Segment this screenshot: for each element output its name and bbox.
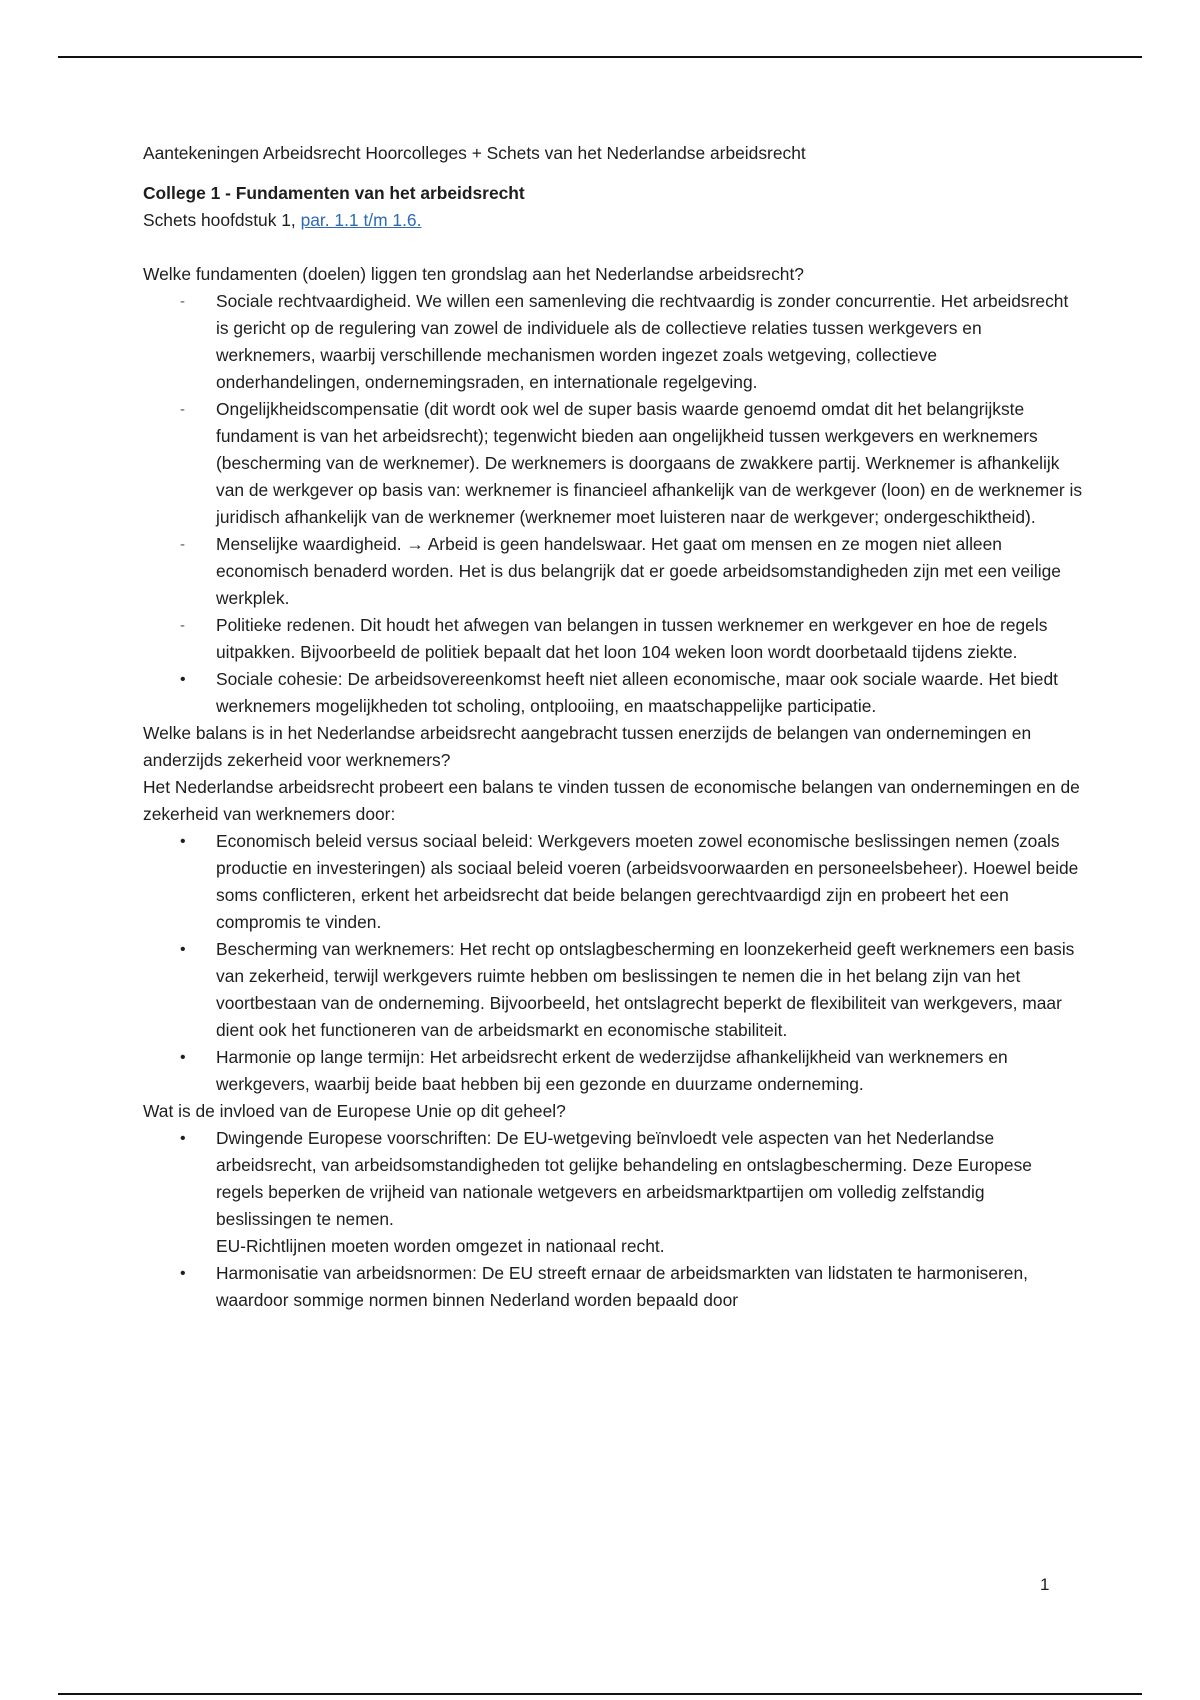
eu-list bbox=[143, 1125, 1083, 1314]
list-item bbox=[143, 612, 1083, 666]
dash-marker: - bbox=[180, 293, 185, 310]
schets-reference bbox=[143, 207, 1083, 234]
question-fundamenten: Welke fundamenten (doelen) liggen ten grondslag aan het Nederlandse arbeidsrecht? bbox=[143, 264, 804, 284]
list-item-text: Ongelijkheidscompensatie (dit wordt ook wel de super basis waarde genoemd omdat dit het belangrijkste fundament is van het arbeidsrecht); tegenwicht bieden aan ongelijkheid tussen werkgevers en werknemers (bescherming van de werknemer). De werknemers is doorgaans de zwakkere partij. Werknemer is afhankelijk van de werkgever op basis van: werknemer is financieel afhankelijk van de werkgever (loon) en de werknemer is juridisch afhankelijk van de werknemer (werknemer moet luisteren naar de werkgever; ondergeschiktheid). bbox=[216, 399, 1083, 527]
list-item-text: Politieke redenen. Dit houdt het afwegen van belangen in tussen werknemer en werkgever en hoe de regels uitpakken. Bijvoorbeeld de politiek bepaalt dat het loon 104 weken loon wordt doorbetaald tijdens ziekte. bbox=[216, 615, 1048, 662]
list-item-text: Dwingende Europese voorschriften: De EU-wetgeving beïnvloedt vele aspecten van het Nederlandse arbeidsrecht, van arbeidsomstandigheden tot gelijke behandeling en ontslagbescherming. Deze Europese regels beperken de vrijheid van nationale wetgevers en arbeidsmarktpartijen om volledig zelfstandig beslissingen te nemen. bbox=[216, 1128, 1032, 1229]
document-page bbox=[143, 140, 1083, 1314]
bullet-marker: • bbox=[180, 1130, 186, 1147]
page-number: 1 bbox=[1040, 1575, 1050, 1594]
fundamenten-list bbox=[143, 288, 1083, 720]
list-item-text: Harmonisatie van arbeidsnormen: De EU streeft ernaar de arbeidsmarkten van lidstaten te harmoniseren, waardoor sommige normen binnen Nederland worden bepaald door bbox=[216, 1263, 1028, 1310]
schets-link[interactable]: par. 1.1 t/m 1.6. bbox=[300, 210, 422, 230]
list-item bbox=[143, 1125, 1083, 1260]
list-item-text: Bescherming van werknemers: Het recht op ontslagbescherming en loonzekerheid geeft werknemers een basis van zekerheid, terwijl werkgevers ruimte hebben om beslissingen te nemen die in het belang zijn van het voortbestaan van de onderneming. Bijvoorbeeld, het ontslagrecht beperkt de flexibiliteit van werkgevers, maar dient ook het functioneren van de arbeidsmarkt en economische stabiliteit. bbox=[216, 939, 1075, 1040]
dash-marker: - bbox=[180, 617, 185, 634]
list-item bbox=[143, 531, 1083, 612]
list-item-text: Sociale cohesie: De arbeidsovereenkomst heeft niet alleen economische, maar ook sociale waarde. Het biedt werknemers mogelijkheden tot scholing, ontplooiing, en maatschappelijke participatie. bbox=[216, 669, 1058, 716]
footer-rule bbox=[58, 1693, 1142, 1695]
bullet-marker: • bbox=[180, 671, 186, 688]
bullet-marker: • bbox=[180, 1265, 186, 1282]
list-item-extra: EU-Richtlijnen moeten worden omgezet in nationaal recht. bbox=[216, 1236, 665, 1256]
bullet-marker: • bbox=[180, 833, 186, 850]
bullet-marker: • bbox=[180, 1049, 186, 1066]
list-item bbox=[143, 666, 1083, 720]
balans-list bbox=[143, 828, 1083, 1098]
dash-marker: - bbox=[180, 536, 185, 553]
list-item bbox=[143, 1260, 1083, 1314]
bullet-marker: • bbox=[180, 941, 186, 958]
header-rule bbox=[58, 56, 1142, 58]
question-eu: Wat is de invloed van de Europese Unie op dit geheel? bbox=[143, 1101, 566, 1121]
answer-balans: Het Nederlandse arbeidsrecht probeert een balans te vinden tussen de economische belangen van ondernemingen en de zekerheid van werknemers door: bbox=[143, 777, 1080, 824]
list-item bbox=[143, 288, 1083, 396]
list-item-text: Economisch beleid versus sociaal beleid: Werkgevers moeten zowel economische beslissingen nemen (zoals productie en investeringen) als sociaal beleid voeren (arbeidsvoorwaarden en personeelsbeheer). Hoewel beide soms conflicteren, erkent het arbeidsrecht dat beide belangen gerechtvaardigd zijn en probeert het een compromis te vinden. bbox=[216, 831, 1079, 932]
spacer bbox=[143, 234, 1083, 261]
list-item-text: Menselijke waardigheid. → Arbeid is geen handelswaar. Het gaat om mensen en ze mogen niet alleen economisch benaderd worden. Het is dus belangrijk dat er goede arbeidsomstandigheden zijn met een veilige werkplek. bbox=[216, 534, 1061, 608]
college-heading: College 1 - Fundamenten van het arbeidsrecht bbox=[143, 183, 525, 203]
list-item bbox=[143, 1044, 1083, 1098]
list-item bbox=[143, 396, 1083, 531]
list-item bbox=[143, 936, 1083, 1044]
document-title: Aantekeningen Arbeidsrecht Hoorcolleges + Schets van het Nederlandse arbeidsrecht bbox=[143, 143, 806, 163]
question-balans: Welke balans is in het Nederlandse arbeidsrecht aangebracht tussen enerzijds de belangen van ondernemingen en anderzijds zekerheid voor werknemers? bbox=[143, 723, 1032, 770]
schets-prefix: Schets hoofdstuk 1, bbox=[143, 210, 296, 230]
list-item bbox=[143, 828, 1083, 936]
list-item-text: Harmonie op lange termijn: Het arbeidsrecht erkent de wederzijdse afhankelijkheid van werknemers en werkgevers, waarbij beide baat hebben bij een gezonde en duurzame onderneming. bbox=[216, 1047, 1008, 1094]
dash-marker: - bbox=[180, 401, 185, 418]
list-item-text: Sociale rechtvaardigheid. We willen een samenleving die rechtvaardig is zonder concurrentie. Het arbeidsrecht is gericht op de regulering van zowel de individuele als de collectieve relaties tussen werkgevers en werknemers, waarbij verschillende mechanismen worden ingezet zoals wetgeving, collectieve onderhandelingen, ondernemingsraden, en internationale regelgeving. bbox=[216, 291, 1069, 392]
